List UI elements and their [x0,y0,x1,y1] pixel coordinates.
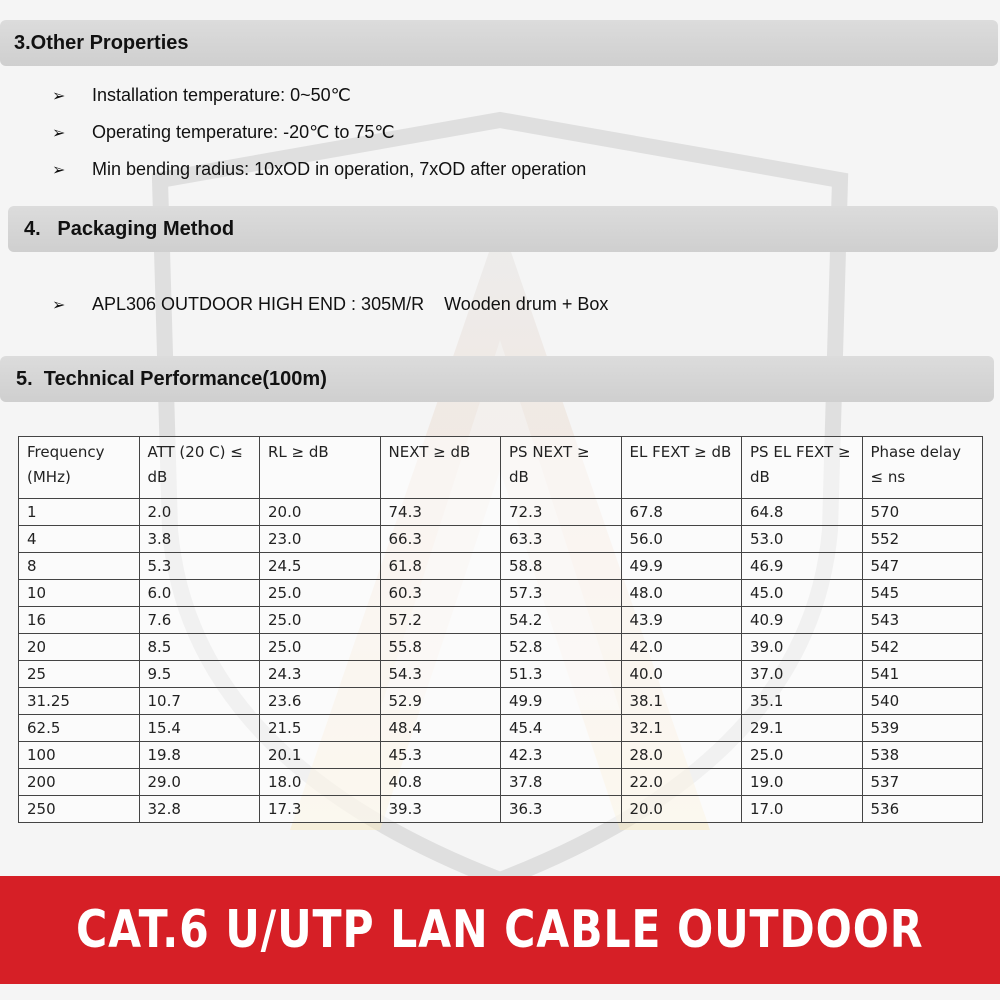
table-cell: 54.2 [501,607,622,634]
table-row [19,715,983,742]
table-cell: 45.4 [501,715,622,742]
table-cell: 200 [19,769,140,796]
table-cell: 536 [862,796,983,823]
table-cell: 538 [862,742,983,769]
table-header-cell: PS NEXT ≥ dB [501,437,622,499]
table-cell: 10.7 [139,688,260,715]
list-item-text: Installation temperature: 0~50℃ [92,85,351,105]
table-row [19,580,983,607]
table-cell: 3.8 [139,526,260,553]
packaging-list [52,286,608,323]
table-cell: 18.0 [260,769,381,796]
list-item [52,77,586,114]
table-cell: 20.0 [621,796,742,823]
table-cell: 21.5 [260,715,381,742]
table-header-row [19,437,983,499]
footer-banner [0,876,1000,984]
table-cell: 40.8 [380,769,501,796]
table-cell: 100 [19,742,140,769]
table-cell: 5.3 [139,553,260,580]
table-header-cell: Phase delay ≤ ns [862,437,983,499]
table-cell: 539 [862,715,983,742]
table-cell: 39.3 [380,796,501,823]
table-row [19,742,983,769]
table-cell: 56.0 [621,526,742,553]
table-cell: 24.3 [260,661,381,688]
table-row [19,769,983,796]
table-cell: 25.0 [260,634,381,661]
table-cell: 10 [19,580,140,607]
table-header-cell: Frequency (MHz) [19,437,140,499]
table-cell: 19.8 [139,742,260,769]
table-cell: 20.0 [260,499,381,526]
table-cell: 25.0 [260,607,381,634]
table-cell: 32.8 [139,796,260,823]
table-cell: 25 [19,661,140,688]
table-cell: 20.1 [260,742,381,769]
arrow-bullet-icon: ➢ [52,87,66,105]
table-cell: 540 [862,688,983,715]
table-cell: 40.0 [621,661,742,688]
table-cell: 570 [862,499,983,526]
section-header-packaging [8,206,998,252]
table-cell: 4 [19,526,140,553]
table-cell: 23.0 [260,526,381,553]
table-cell: 17.3 [260,796,381,823]
section-title: 3.Other Properties [14,31,189,54]
table-cell: 48.4 [380,715,501,742]
table-cell: 46.9 [742,553,863,580]
table-cell: 57.2 [380,607,501,634]
table-cell: 37.8 [501,769,622,796]
table-header-cell: RL ≥ dB [260,437,381,499]
table-row [19,526,983,553]
table-cell: 29.0 [139,769,260,796]
table-cell: 36.3 [501,796,622,823]
table-cell: 49.9 [501,688,622,715]
table-cell: 537 [862,769,983,796]
table-cell: 2.0 [139,499,260,526]
arrow-bullet-icon: ➢ [52,296,66,314]
table-cell: 54.3 [380,661,501,688]
table-cell: 545 [862,580,983,607]
table-cell: 19.0 [742,769,863,796]
table-cell: 17.0 [742,796,863,823]
list-item [52,114,586,151]
table-cell: 31.25 [19,688,140,715]
other-properties-list [52,77,586,188]
table-cell: 53.0 [742,526,863,553]
table-header-cell: PS EL FEXT ≥ dB [742,437,863,499]
table-cell: 20 [19,634,140,661]
arrow-bullet-icon: ➢ [52,161,66,179]
table-row [19,553,983,580]
list-item-text: Operating temperature: -20℃ to 75℃ [92,122,395,142]
table-cell: 29.1 [742,715,863,742]
table-cell: 25.0 [742,742,863,769]
table-cell: 9.5 [139,661,260,688]
table-row [19,661,983,688]
table-cell: 40.9 [742,607,863,634]
table-cell: 25.0 [260,580,381,607]
table-cell: 55.8 [380,634,501,661]
table-cell: 42.0 [621,634,742,661]
table-cell: 32.1 [621,715,742,742]
table-cell: 52.9 [380,688,501,715]
table-cell: 51.3 [501,661,622,688]
table-row [19,607,983,634]
table-cell: 7.6 [139,607,260,634]
table-cell: 547 [862,553,983,580]
table-cell: 43.9 [621,607,742,634]
table-cell: 57.3 [501,580,622,607]
table-row [19,634,983,661]
table-cell: 42.3 [501,742,622,769]
table-cell: 72.3 [501,499,622,526]
table-row [19,688,983,715]
table-cell: 49.9 [621,553,742,580]
table-cell: 22.0 [621,769,742,796]
table-cell: 543 [862,607,983,634]
table-cell: 552 [862,526,983,553]
table-header-cell: ATT (20 C) ≤ dB [139,437,260,499]
table-cell: 23.6 [260,688,381,715]
table-cell: 8 [19,553,140,580]
table-cell: 1 [19,499,140,526]
table-cell: 15.4 [139,715,260,742]
table-cell: 8.5 [139,634,260,661]
table-cell: 52.8 [501,634,622,661]
table-cell: 62.5 [19,715,140,742]
technical-performance-table-container [18,436,983,823]
table-cell: 60.3 [380,580,501,607]
table-row [19,499,983,526]
table-cell: 61.8 [380,553,501,580]
table-cell: 45.0 [742,580,863,607]
section-title: 4. Packaging Method [24,217,235,240]
table-header-cell: NEXT ≥ dB [380,437,501,499]
table-header-cell: EL FEXT ≥ dB [621,437,742,499]
table-cell: 45.3 [380,742,501,769]
table-cell: 66.3 [380,526,501,553]
list-item-text: APL306 OUTDOOR HIGH END : 305M/R Wooden drum + Box [92,294,609,314]
technical-performance-table [18,436,983,823]
table-cell: 541 [862,661,983,688]
table-cell: 58.8 [501,553,622,580]
table-cell: 35.1 [742,688,863,715]
footer-title: CAT.6 U/UTP LAN CABLE OUTDOOR [76,900,924,960]
table-cell: 250 [19,796,140,823]
table-cell: 24.5 [260,553,381,580]
table-cell: 64.8 [742,499,863,526]
table-cell: 28.0 [621,742,742,769]
section-header-technical-performance [0,356,994,402]
table-cell: 6.0 [139,580,260,607]
table-cell: 67.8 [621,499,742,526]
list-item [52,286,608,323]
section-title: 5. Technical Performance(100m) [16,367,327,390]
table-cell: 74.3 [380,499,501,526]
table-cell: 542 [862,634,983,661]
table-row [19,796,983,823]
table-cell: 39.0 [742,634,863,661]
table-cell: 38.1 [621,688,742,715]
list-item-text: Min bending radius: 10xOD in operation, 7xOD after operation [92,159,587,179]
table-cell: 16 [19,607,140,634]
arrow-bullet-icon: ➢ [52,124,66,142]
list-item [52,151,586,188]
table-cell: 37.0 [742,661,863,688]
table-cell: 63.3 [501,526,622,553]
section-header-other-properties [0,20,998,66]
table-cell: 48.0 [621,580,742,607]
